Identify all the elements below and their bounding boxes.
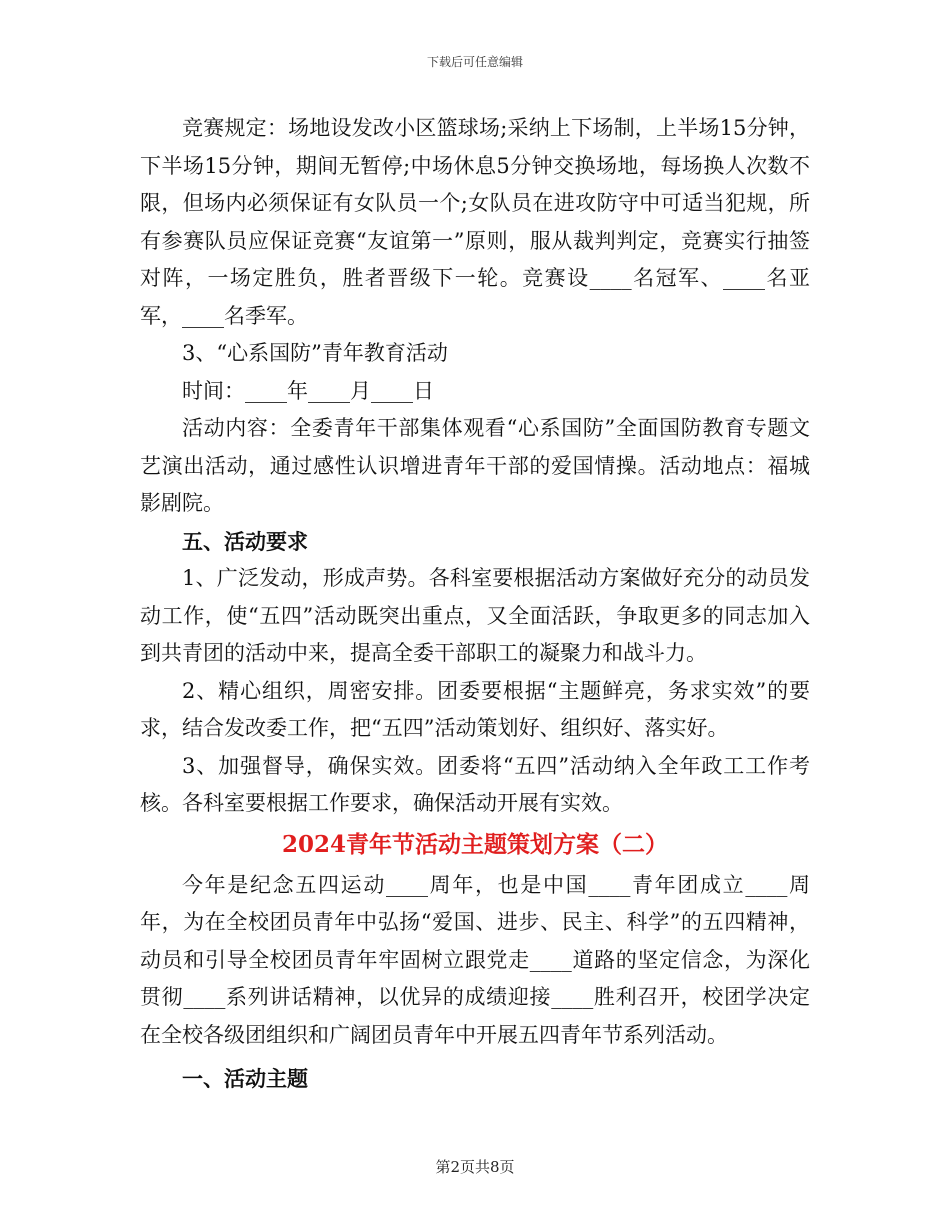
page-header-note: 下载后可任意编辑 [426,55,523,69]
requirement-3-paragraph: 3、加强督导，确保实效。团委将“五四”活动纳入全年政工工作考核。各科室要根据工作要求，确保活动开展有实效。 [140,753,810,815]
item3-content-paragraph: 活动内容：全委青年干部集体观看“心系国防”全面国防教育专题文艺演出活动，通过感性认识增进青年干部的爱国情操。活动地点：福城影剧院。 [140,416,810,515]
plan2-intro-paragraph: 今年是纪念五四运动____周年，也是中国____青年团成立____周年，为在全校团员青年中弘扬“爱国、进步、民主、科学”的五四精神，动员和引导全校团员青年牢固树立跟党走____道路的坚定信念，为深化贯彻____系列讲话精神，以优异的成绩迎接____胜利召开，校团学决定在全校各级团组织和广阔团员青年中开展五四青年节系列活动。 [140,872,810,1047]
plan2-title: 2024青年节活动主题策划方案（二） [281,830,668,858]
item3-title: 3、“心系国防”青年教育活动 [182,341,448,365]
requirement-1-paragraph: 1、广泛发动，形成声势。各科室要根据活动方案做好充分的动员发动工作，使“五四”活动既突出重点，又全面活跃，争取更多的同志加入到共青团的活动中来，提高全委干部职工的凝聚力和战斗力。 [140,566,810,665]
competition-rules-paragraph: 竞赛规定：场地设发改小区篮球场;采纳上下场制，上半场15分钟，下半场15分钟，期间无暂停;中场休息5分钟交换场地，每场换人次数不限，但场内必须保证有女队员一个;女队员在进攻防守中可适当犯规，所有参赛队员应保证竞赛“友谊第一”原则，服从裁判判定，竞赛实行抽签对阵，一场定胜负，胜者晋级下一轮。竞赛设____名冠军、____名亚军，____名季军。 [140,116,810,328]
item3-time: 时间：____年____月____日 [182,378,434,403]
section5-heading: 五、活动要求 [182,528,308,554]
page-footer-info: 第2页共8页 [435,1158,515,1176]
requirement-2-paragraph: 2、精心组织，周密安排。团委要根据“主题鲜亮，务求实效”的要求，结合发改委工作，把“五四”活动策划好、组织好、落实好。 [140,678,810,740]
plan2-section1-heading: 一、活动主题 [182,1066,308,1091]
document-body [140,110,810,1098]
